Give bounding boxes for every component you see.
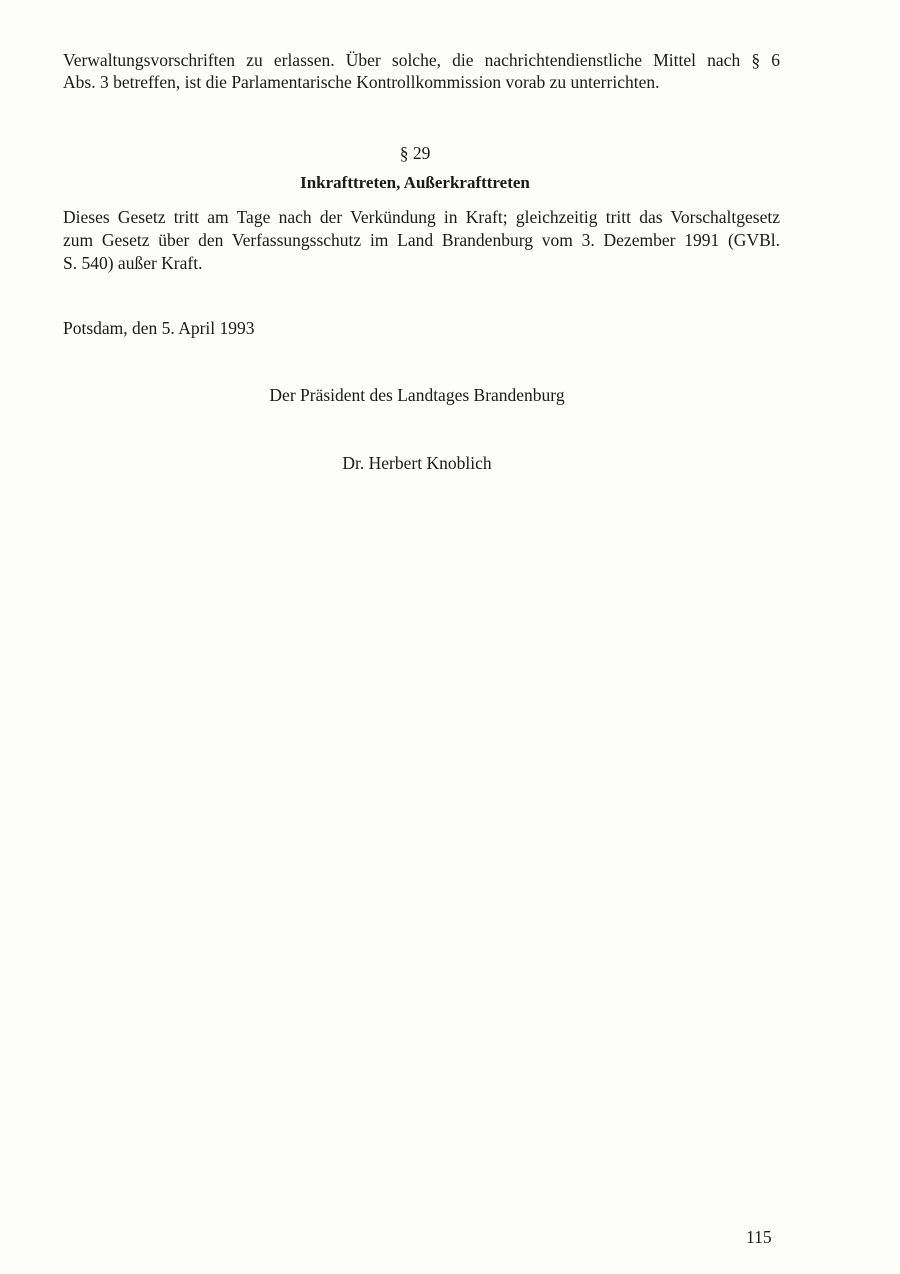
page-number: 115 [746,1227,772,1247]
paragraph-line: zum Gesetz über den Verfassungsschutz im Land Brandenburg vom 3. Dezember 1991 (GVBl. [63,230,780,250]
paragraph-line: S. 540) außer Kraft. [63,253,203,273]
place-date: Potsdam, den 5. April 1993 [63,318,255,338]
section-number: § 29 [399,143,431,163]
paragraph-line: Verwaltungsvorschriften zu erlassen. Über solche, die nachrichtendienstliche Mittel nach § 6 [63,50,780,70]
signatory-name: Dr. Herbert Knoblich [342,453,492,473]
section-title: Inkrafttreten, Außerkrafttreten [300,173,530,192]
signatory-role: Der Präsident des Landtages Brandenburg [269,385,565,405]
paragraph-line: Abs. 3 betreffen, ist die Parlamentarische Kontrollkommission vorab zu unterrichten. [63,72,660,92]
paragraph-line: Dieses Gesetz tritt am Tage nach der Verkündung in Kraft; gleichzeitig tritt das Vorschaltgesetz [63,207,780,227]
